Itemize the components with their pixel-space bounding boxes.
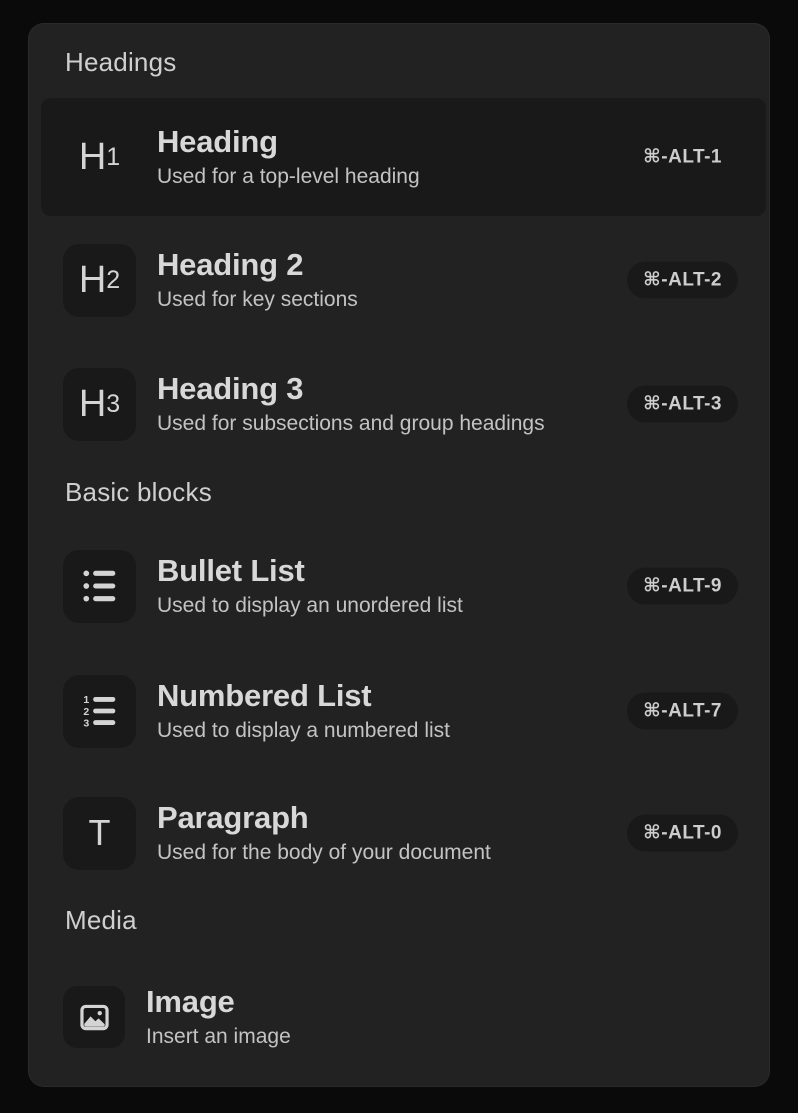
h2-icon: H 2 — [63, 244, 136, 317]
item-description: Used for a top-level heading — [157, 165, 420, 188]
item-title: Heading 2 — [157, 247, 304, 282]
menu-item-heading-2[interactable] — [41, 221, 766, 339]
section-label-media: Media — [65, 905, 137, 935]
item-title: Paragraph — [157, 800, 309, 835]
paragraph-icon: T — [63, 797, 136, 870]
bullet-list-icon — [63, 550, 136, 623]
shortcut-badge: ⌘-ALT-1 — [627, 139, 738, 176]
insert-menu-panel — [28, 23, 770, 1087]
h1-icon: H 1 — [63, 121, 136, 194]
image-icon — [63, 986, 125, 1048]
svg-text:2: 2 — [82, 705, 89, 718]
item-title: Image — [146, 984, 235, 1019]
shortcut-badge: ⌘-ALT-9 — [627, 568, 738, 605]
section-label-headings: Headings — [65, 47, 177, 77]
menu-item-heading-3[interactable] — [41, 345, 766, 463]
h3-icon: H 3 — [63, 368, 136, 441]
shortcut-badge: ⌘-ALT-2 — [627, 262, 738, 299]
section-label-basic-blocks: Basic blocks — [65, 477, 212, 507]
menu-item-paragraph[interactable] — [41, 774, 766, 892]
menu-item-bullet-list[interactable] — [41, 527, 766, 645]
menu-item-image[interactable] — [41, 958, 766, 1076]
item-description: Insert an image — [146, 1025, 291, 1048]
item-title: Numbered List — [157, 678, 372, 713]
svg-text:1: 1 — [82, 694, 89, 707]
numbered-list-icon — [63, 675, 136, 748]
item-description: Used for subsections and group headings — [157, 412, 545, 435]
shortcut-badge: ⌘-ALT-0 — [627, 815, 738, 852]
menu-item-heading[interactable] — [41, 98, 766, 216]
item-title: Bullet List — [157, 553, 305, 588]
item-title: Heading — [157, 124, 278, 159]
item-description: Used to display a numbered list — [157, 719, 450, 742]
svg-text:3: 3 — [82, 717, 89, 730]
shortcut-badge: ⌘-ALT-7 — [627, 693, 738, 730]
item-description: Used for the body of your document — [157, 841, 491, 864]
item-description: Used to display an unordered list — [157, 594, 463, 617]
shortcut-badge: ⌘-ALT-3 — [627, 386, 738, 423]
item-title: Heading 3 — [157, 371, 304, 406]
item-description: Used for key sections — [157, 288, 358, 311]
menu-item-numbered-list[interactable] — [41, 652, 766, 770]
